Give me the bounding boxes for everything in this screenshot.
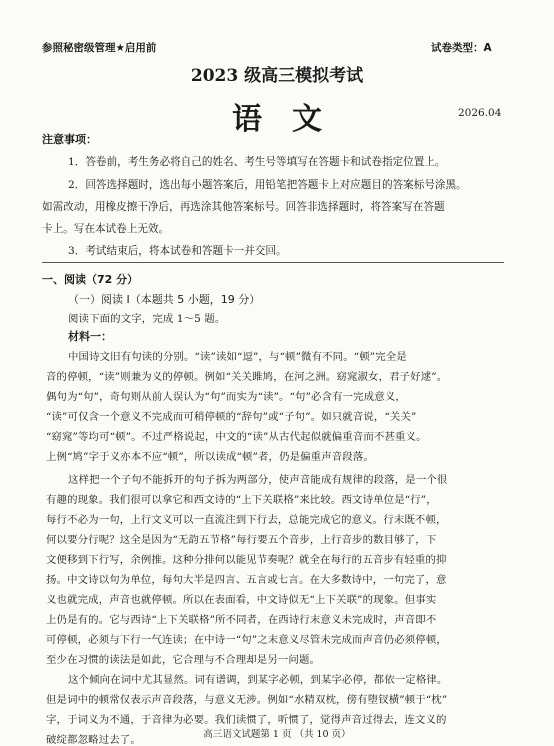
notice-line: 3．考试结束后，将本试卷和答题卡一并交回。 xyxy=(68,245,287,257)
notice-line: 卡上。写在本试卷上无效。 xyxy=(42,223,170,235)
passage-line: 上仍是有的。它与西诗“上下关联格”所不同者，在西诗行末意义未完成时，声音即不 xyxy=(46,614,437,626)
passage-line: 可停顿，必须与下行一气连读；在中诗一“句”之末意义尽管未完成而声音仍必须停顿， xyxy=(46,634,447,646)
subsection-heading: （一）阅读 I（本题共 5 小题，19 分） xyxy=(68,293,261,306)
notice-line: 如需改动，用橡皮擦干净后，再选涂其他答案标号。回答非选择题时，将答案写在答题 xyxy=(42,201,445,213)
subject-title: 语文 xyxy=(232,102,352,137)
passage-line: 偶句为“句”，奇句则从前人误认为“句”而实为“读”。“句”必含有一完成意义， xyxy=(46,391,406,403)
exam-title: 2023 级高三模拟考试 xyxy=(190,66,364,86)
material-label: 材料一： xyxy=(68,330,112,343)
passage-line: 中国诗文旧有句读的分别。“读”读如“逗”，与“顿”微有不同。“顿”完全是 xyxy=(68,351,407,363)
passage-line: 但是词中的顿常仅表示声音段落，与意义无涉。例如“水精双枕，傍有堕钗横”顿于“枕” xyxy=(46,694,448,706)
exam-date: 2026.04 xyxy=(458,107,502,119)
notice-line: 1．答卷前，考生务必将自己的姓名、考生号等填写在答题卡和试卷指定位置上。 xyxy=(68,156,446,168)
passage-line: 字，于词义为不通，于音律为必要。我们读惯了，听惯了，觉得声音过得去，连文义的 xyxy=(46,714,447,726)
passage-line: 义也就完成，声音也就停顿。所以在表面看，中文诗似无“上下关联”的现象。但事实 xyxy=(46,594,437,606)
passage-line: 这样把一个子句不能拆开的句子拆为两部分，使声音能成有规律的段落，是一个很 xyxy=(68,474,448,486)
confidential-label: 参照秘密级管理★启用前 xyxy=(42,42,157,54)
notice-line: 2．回答选择题时，选出每小题答案后，用铅笔把答题卡上对应题目的答案标号涂黑。 xyxy=(68,179,467,191)
passage-line: “读”可仅含一个意义不完成而可稍停顿的“辞句”或“子句”。如只就音说，“关关” xyxy=(46,411,417,423)
passage-line: 何以要分行呢？这全是因为“无韵五节格”每行要五个音步，上行音步的数目够了，下 xyxy=(46,534,437,546)
passage-line: 上例“鸠”字于义亦本不应“顿”，所以读成“顿”者，仍是偏重声音段落。 xyxy=(46,451,374,463)
passage-line: 至少在习惯的读法是如此，它合理与不合理却是另一问题。 xyxy=(46,654,321,666)
passage-line: 破绽都忽略过去了。 xyxy=(46,734,141,746)
passage-line: “窈窕”等均可“顿”。不过严格说起，中文的“读”从古代起似就偏重音而不甚重义。 xyxy=(46,431,427,443)
passage-line: 音的停顿，“读”则兼为义的停顿。例如“关关雎鸠，在河之洲。窈窕淑女，君子好逑”。 xyxy=(46,371,448,383)
passage-line: 扬。中文诗以句为单位，每句大半是四言、五言或七言。在大多数诗中，一句完了，意 xyxy=(46,574,447,586)
notice-heading: 注意事项： xyxy=(42,133,97,146)
page-footer: 高三语文试题第 1 页 （共 10 页） xyxy=(203,729,351,740)
reading-instruction: 阅读下面的文字，完成 1～5 题。 xyxy=(68,313,226,325)
passage-line: 有趣的现象。我们很可以拿它和西文诗的“上下关联格”来比较。西文诗单位是“行”， xyxy=(46,494,437,506)
divider-line xyxy=(42,262,504,263)
passage-line: 文便移到下行写，余例推。这种分排何以能见节奏呢？就全在每行的五音步有轻重的抑 xyxy=(46,554,447,566)
section-heading: 一、阅读（72 分） xyxy=(42,273,139,286)
passage-line: 这个倾向在词中尤其显然。词有谱调，到某字必顿，到某字必停，都依一定格律。 xyxy=(68,674,448,686)
exam-type-label: 试卷类型：A xyxy=(431,42,492,54)
passage-line: 每行不必为一句，上行文义可以一直流注到下行去，总能完成它的意义。行末既不顿， xyxy=(46,514,447,526)
